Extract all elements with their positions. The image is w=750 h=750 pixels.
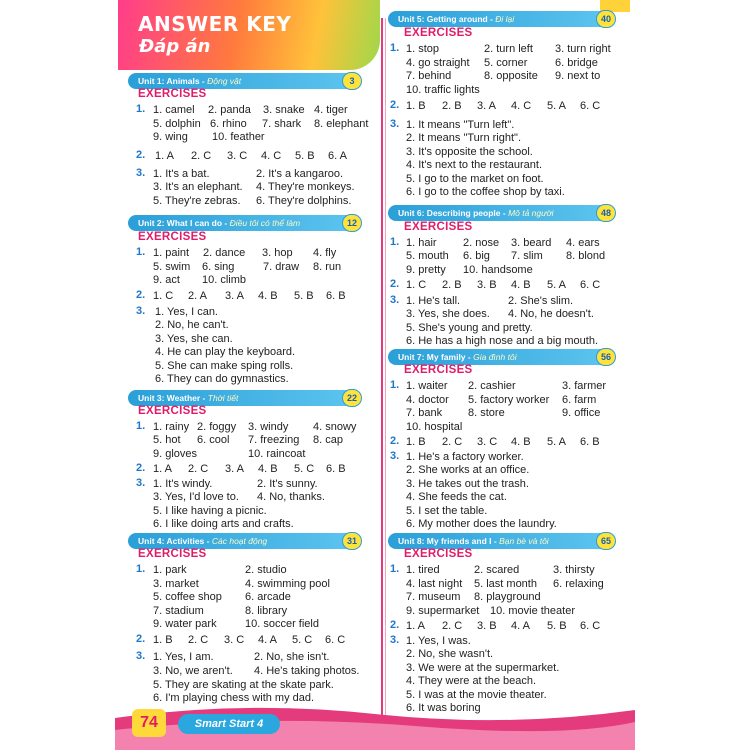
answer: 3. It's an elephant.	[153, 181, 243, 193]
answer: 10. hospital	[406, 421, 463, 433]
answer: 4. last night	[406, 578, 463, 590]
answer: 3. A	[225, 290, 244, 302]
answer: 9. gloves	[153, 448, 198, 460]
question-number: 2.	[390, 435, 400, 447]
question-number: 3.	[136, 477, 146, 489]
unit-3-header: Unit 3: Weather - Thời tiết	[128, 390, 354, 406]
answer: 4. They're monkeys.	[256, 181, 355, 193]
answer: 5. hot	[153, 434, 181, 446]
answer: 7. freezing	[248, 434, 300, 446]
answer: 9. supermarket	[406, 605, 480, 617]
answer: 2. C	[188, 463, 209, 475]
answer: 1. Yes, I was.	[406, 635, 471, 647]
unit-5-vn: Đi lại	[495, 14, 515, 24]
answer: 2. C	[188, 634, 209, 646]
question-number: 3.	[390, 450, 400, 462]
answer: 3. C	[477, 436, 498, 448]
unit-5-header: Unit 5: Getting around - Đi lại	[388, 11, 608, 27]
answer: 2. C	[442, 620, 463, 632]
unit-3-page: 22	[342, 389, 362, 407]
answer: 4. No, thanks.	[257, 491, 325, 503]
answer: 3. beard	[511, 237, 552, 249]
page-number: 74	[132, 709, 166, 737]
answer: 1. stop	[406, 43, 440, 55]
answer: 6. C	[580, 279, 601, 291]
answer: 4. No, he doesn't.	[508, 308, 594, 320]
answer: 3. Yes, I'd love to.	[153, 491, 239, 503]
answer: 2. dance	[203, 247, 246, 259]
exercises-heading: EXERCISES	[138, 88, 207, 100]
answer: 1. C	[153, 290, 174, 302]
answer: 3. He takes out the trash.	[406, 478, 529, 490]
answer: 4. A	[258, 634, 277, 646]
answer: 7. draw	[263, 261, 300, 273]
answer: 9. pretty	[406, 264, 446, 276]
answer: 10. raincoat	[248, 448, 306, 460]
answer: 5. mouth	[406, 250, 449, 262]
answer: 4. B	[258, 290, 278, 302]
answer: 3. farmer	[562, 380, 607, 392]
answer: 2. C	[191, 150, 212, 162]
unit-5-page: 40	[596, 10, 616, 28]
question-number: 3.	[390, 634, 400, 646]
exercises-heading: EXERCISES	[404, 27, 473, 39]
answer: 7. stadium	[153, 605, 204, 617]
answer: 1. He's a factory worker.	[406, 451, 524, 463]
answer: 4. tiger	[314, 104, 348, 116]
answer: 6. I go to the coffee shop by taxi.	[406, 186, 565, 198]
answer: 9. wing	[153, 131, 188, 143]
answer: 5. corner	[484, 57, 528, 69]
answer: 9. next to	[555, 70, 601, 82]
question-number: 3.	[136, 650, 146, 662]
answer: 7. slim	[511, 250, 543, 262]
answer: 5. They are skating at the skate park.	[153, 679, 334, 691]
unit-3-vn: Thời tiết	[207, 393, 239, 403]
answer: 5. A	[547, 436, 566, 448]
answer: 1. He's tall.	[406, 295, 461, 307]
answer: 5. I like having a picnic.	[153, 505, 267, 517]
answer: 4. B	[511, 436, 531, 448]
answer: 1. camel	[153, 104, 195, 116]
answer: 1. B	[153, 634, 173, 646]
answer: 3. B	[477, 620, 497, 632]
answer: 7. shark	[262, 118, 302, 130]
answer: 1. It's windy.	[153, 478, 213, 490]
unit-6-label: Unit 6: Describing people	[398, 208, 501, 218]
answer: 6. B	[326, 463, 346, 475]
book-brand: Smart Start 4	[178, 714, 280, 734]
question-number: 1.	[390, 42, 400, 54]
answer: 6. arcade	[245, 591, 291, 603]
answer: 2. No, she wasn't.	[406, 648, 494, 660]
answer: 5. B	[295, 150, 315, 162]
unit-4-header: Unit 4: Activities - Các hoạt động	[128, 533, 354, 549]
answer: 1. tired	[406, 564, 440, 576]
answer: 2. She's slim.	[508, 295, 574, 307]
unit-7-page: 56	[596, 348, 616, 366]
question-number: 1.	[390, 563, 400, 575]
answer: 5. I go to the market on foot.	[406, 173, 544, 185]
answer: 6. He has a high nose and a big mouth.	[406, 335, 599, 347]
answer: 1. hair	[406, 237, 437, 249]
answer: 2. panda	[208, 104, 251, 116]
question-number: 2.	[136, 633, 146, 645]
answer: 1. rainy	[153, 421, 190, 433]
answer: 8. blond	[566, 250, 606, 262]
answer: 2. It's a kangaroo.	[256, 168, 344, 180]
answer: 4. ears	[566, 237, 600, 249]
answer: 1. waiter	[406, 380, 448, 392]
answer: 7. behind	[406, 70, 452, 82]
answer: 8. library	[245, 605, 288, 617]
answer: 5. last month	[474, 578, 537, 590]
unit-4-label: Unit 4: Activities	[138, 536, 205, 546]
answer: 2. scared	[474, 564, 520, 576]
answer: 2. turn left	[484, 43, 533, 55]
answer: 3. turn right	[555, 43, 611, 55]
answer: 4. fly	[313, 247, 337, 259]
answer: 3. A	[477, 100, 496, 112]
answer: 4. She feeds the cat.	[406, 491, 507, 503]
answer: 5. I was at the movie theater.	[406, 689, 547, 701]
answer: 6. cool	[197, 434, 230, 446]
answer: 6. relaxing	[553, 578, 604, 590]
answer: 8. cap	[313, 434, 343, 446]
question-number: 2.	[390, 619, 400, 631]
answer: 6. B	[580, 436, 600, 448]
answer: 3. C	[224, 634, 245, 646]
answer: 4. B	[511, 279, 531, 291]
question-number: 3.	[390, 294, 400, 306]
answer: 4. It's next to the restaurant.	[406, 159, 543, 171]
unit-1-header: Unit 1: Animals - Động vật	[128, 73, 354, 89]
answer: 5. dolphin	[153, 118, 201, 130]
column-divider	[381, 18, 383, 718]
unit-1-page: 3	[342, 72, 362, 90]
answer: 5. A	[547, 100, 566, 112]
answer: 1. B	[406, 100, 426, 112]
exercises-heading: EXERCISES	[404, 548, 473, 560]
unit-8-vn: Bạn bè và tôi	[499, 536, 549, 546]
unit-4-page: 31	[342, 532, 362, 550]
answer: 3. It's opposite the school.	[406, 146, 533, 158]
answer: 6. sing	[202, 261, 235, 273]
answer: 1. Yes, I am.	[153, 651, 214, 663]
answer: 5. swim	[153, 261, 191, 273]
exercises-heading: EXERCISES	[138, 548, 207, 560]
answer: 6. They're dolphins.	[256, 195, 352, 207]
answer: 4. They were at the beach.	[406, 675, 537, 687]
answer: 7. museum	[406, 591, 461, 603]
answer: 6. farm	[562, 394, 597, 406]
answer: 1. A	[406, 620, 425, 632]
answer: 10. climb	[202, 274, 247, 286]
answer: 6. They can do gymnastics.	[155, 373, 289, 385]
answer: 1. C	[406, 279, 427, 291]
question-number: 2.	[136, 289, 146, 301]
answer: 10. handsome	[463, 264, 533, 276]
answer: 8. elephant	[314, 118, 369, 130]
answer: 3. A	[225, 463, 244, 475]
unit-7-header: Unit 7: My family - Gia đình tôi	[388, 349, 608, 365]
unit-6-header: Unit 6: Describing people - Mô tả người	[388, 205, 608, 221]
answer: 4. He's taking photos.	[254, 665, 360, 677]
answer: 3. market	[153, 578, 199, 590]
answer: 5. coffee shop	[153, 591, 222, 603]
answer: 3. No, we aren't.	[153, 665, 233, 677]
answer: 2. foggy	[197, 421, 237, 433]
page-title: ANSWER KEY	[138, 12, 292, 36]
answer: 2. No, she isn't.	[254, 651, 330, 663]
unit-6-page: 48	[596, 204, 616, 222]
unit-8-label: Unit 8: My friends and I	[398, 536, 492, 546]
unit-5-label: Unit 5: Getting around	[398, 14, 488, 24]
question-number: 2.	[136, 149, 146, 161]
answer: 5. C	[294, 463, 315, 475]
answer: 4. He can play the keyboard.	[155, 346, 296, 358]
answer: 1. paint	[153, 247, 190, 259]
answer: 4. snowy	[313, 421, 357, 433]
exercises-heading: EXERCISES	[138, 231, 207, 243]
answer: 3. Yes, she does.	[406, 308, 490, 320]
question-number: 1.	[136, 246, 146, 258]
answer: 6. C	[325, 634, 346, 646]
question-number: 3.	[136, 305, 146, 317]
answer: 4. go straight	[406, 57, 470, 69]
answer: 6. B	[326, 290, 346, 302]
answer: 5. factory worker	[468, 394, 550, 406]
answer: 4. C	[511, 100, 532, 112]
unit-7-label: Unit 7: My family	[398, 352, 466, 362]
question-number: 2.	[390, 278, 400, 290]
answer: 8. run	[313, 261, 342, 273]
unit-8-page: 65	[596, 532, 616, 550]
answer: 6. It was boring	[406, 702, 481, 714]
answer: 6. C	[580, 620, 601, 632]
answer: 2. It's sunny.	[257, 478, 318, 490]
question-number: 1.	[136, 103, 146, 115]
unit-3-label: Unit 3: Weather	[138, 393, 201, 403]
answer: 1. Yes, I can.	[155, 306, 218, 318]
answer: 5. I set the table.	[406, 505, 488, 517]
question-number: 1.	[136, 563, 146, 575]
answer: 3. windy	[248, 421, 289, 433]
unit-2-vn: Điều tôi có thể làm	[229, 218, 301, 228]
answer: 4. C	[261, 150, 282, 162]
unit-2-page: 12	[342, 214, 362, 232]
question-number: 2.	[390, 99, 400, 111]
answer: 2. C	[442, 436, 463, 448]
answer: 2. It means "Turn right".	[406, 132, 522, 144]
answer: 3. B	[477, 279, 497, 291]
exercises-heading: EXERCISES	[138, 405, 207, 417]
exercises-heading: EXERCISES	[404, 221, 473, 233]
answer: 5. They're zebras.	[153, 195, 241, 207]
answer: 9. office	[562, 407, 601, 419]
answer: 3. Yes, she can.	[155, 333, 233, 345]
question-number: 3.	[390, 118, 400, 130]
answer: 3. hop	[262, 247, 293, 259]
answer: 5. She's young and pretty.	[406, 322, 533, 334]
question-number: 2.	[136, 462, 146, 474]
answer: 2. B	[442, 279, 462, 291]
answer: 6. A	[328, 150, 347, 162]
answer: 8. opposite	[484, 70, 538, 82]
answer: 5. A	[547, 279, 566, 291]
answer: 2. B	[442, 100, 462, 112]
answer: 1. park	[153, 564, 187, 576]
unit-8-header: Unit 8: My friends and I - Bạn bè và tôi	[388, 533, 608, 549]
page-subtitle: Đáp án	[139, 36, 211, 57]
answer: 9. water park	[153, 618, 217, 630]
answer: 2. studio	[245, 564, 287, 576]
answer: 4. A	[511, 620, 530, 632]
answer: 4. B	[258, 463, 278, 475]
answer: 1. B	[406, 436, 426, 448]
unit-2-label: Unit 2: What I can do	[138, 218, 223, 228]
answer: 6. rhino	[210, 118, 247, 130]
unit-4-vn: Các hoạt động	[211, 536, 268, 546]
answer: 8. playground	[474, 591, 541, 603]
answer: 1. It's a bat.	[153, 168, 210, 180]
answer: 7. bank	[406, 407, 443, 419]
answer: 2. cashier	[468, 380, 516, 392]
unit-6-vn: Mô tả người	[508, 208, 554, 218]
question-number: 1.	[136, 420, 146, 432]
answer: 1. It means "Turn left".	[406, 119, 515, 131]
question-number: 1.	[390, 236, 400, 248]
answer: 10. movie theater	[490, 605, 575, 617]
unit-1-label: Unit 1: Animals	[138, 76, 200, 86]
column-divider-shadow	[385, 18, 386, 718]
answer: 1. A	[153, 463, 172, 475]
answer: 8. store	[468, 407, 505, 419]
answer: 4. swimming pool	[245, 578, 330, 590]
answer: 2. No, he can't.	[155, 319, 229, 331]
answer: 5. C	[292, 634, 313, 646]
answer: 3. C	[227, 150, 248, 162]
answer: 6. My mother does the laundry.	[406, 518, 557, 530]
question-number: 3.	[136, 167, 146, 179]
answer: 9. act	[153, 274, 180, 286]
answer: 6. I like doing arts and crafts.	[153, 518, 294, 530]
answer: 10. soccer field	[245, 618, 319, 630]
answer: 5. She can make sping rolls.	[155, 360, 294, 372]
question-number: 1.	[390, 379, 400, 391]
unit-1-vn: Động vật	[207, 76, 242, 86]
answer: 2. nose	[463, 237, 500, 249]
answer: 6. bridge	[555, 57, 598, 69]
answer: 2. A	[188, 290, 207, 302]
answer: 5. B	[547, 620, 567, 632]
answer: 6. I'm playing chess with my dad.	[153, 692, 315, 704]
unit-2-header: Unit 2: What I can do - Điều tôi có thể làm	[128, 215, 354, 231]
answer: 6. big	[463, 250, 490, 262]
answer: 10. feather	[212, 131, 265, 143]
unit-7-vn: Gia đình tôi	[473, 352, 517, 362]
answer: 5. B	[294, 290, 314, 302]
answer: 3. snake	[263, 104, 305, 116]
answer: 3. thirsty	[553, 564, 595, 576]
answer: 2. She works at an office.	[406, 464, 530, 476]
answer: 3. We were at the supermarket.	[406, 662, 560, 674]
answer: 10. traffic lights	[406, 84, 480, 96]
answer: 1. A	[155, 150, 174, 162]
answer: 4. doctor	[406, 394, 449, 406]
answer: 6. C	[580, 100, 601, 112]
exercises-heading: EXERCISES	[404, 364, 473, 376]
